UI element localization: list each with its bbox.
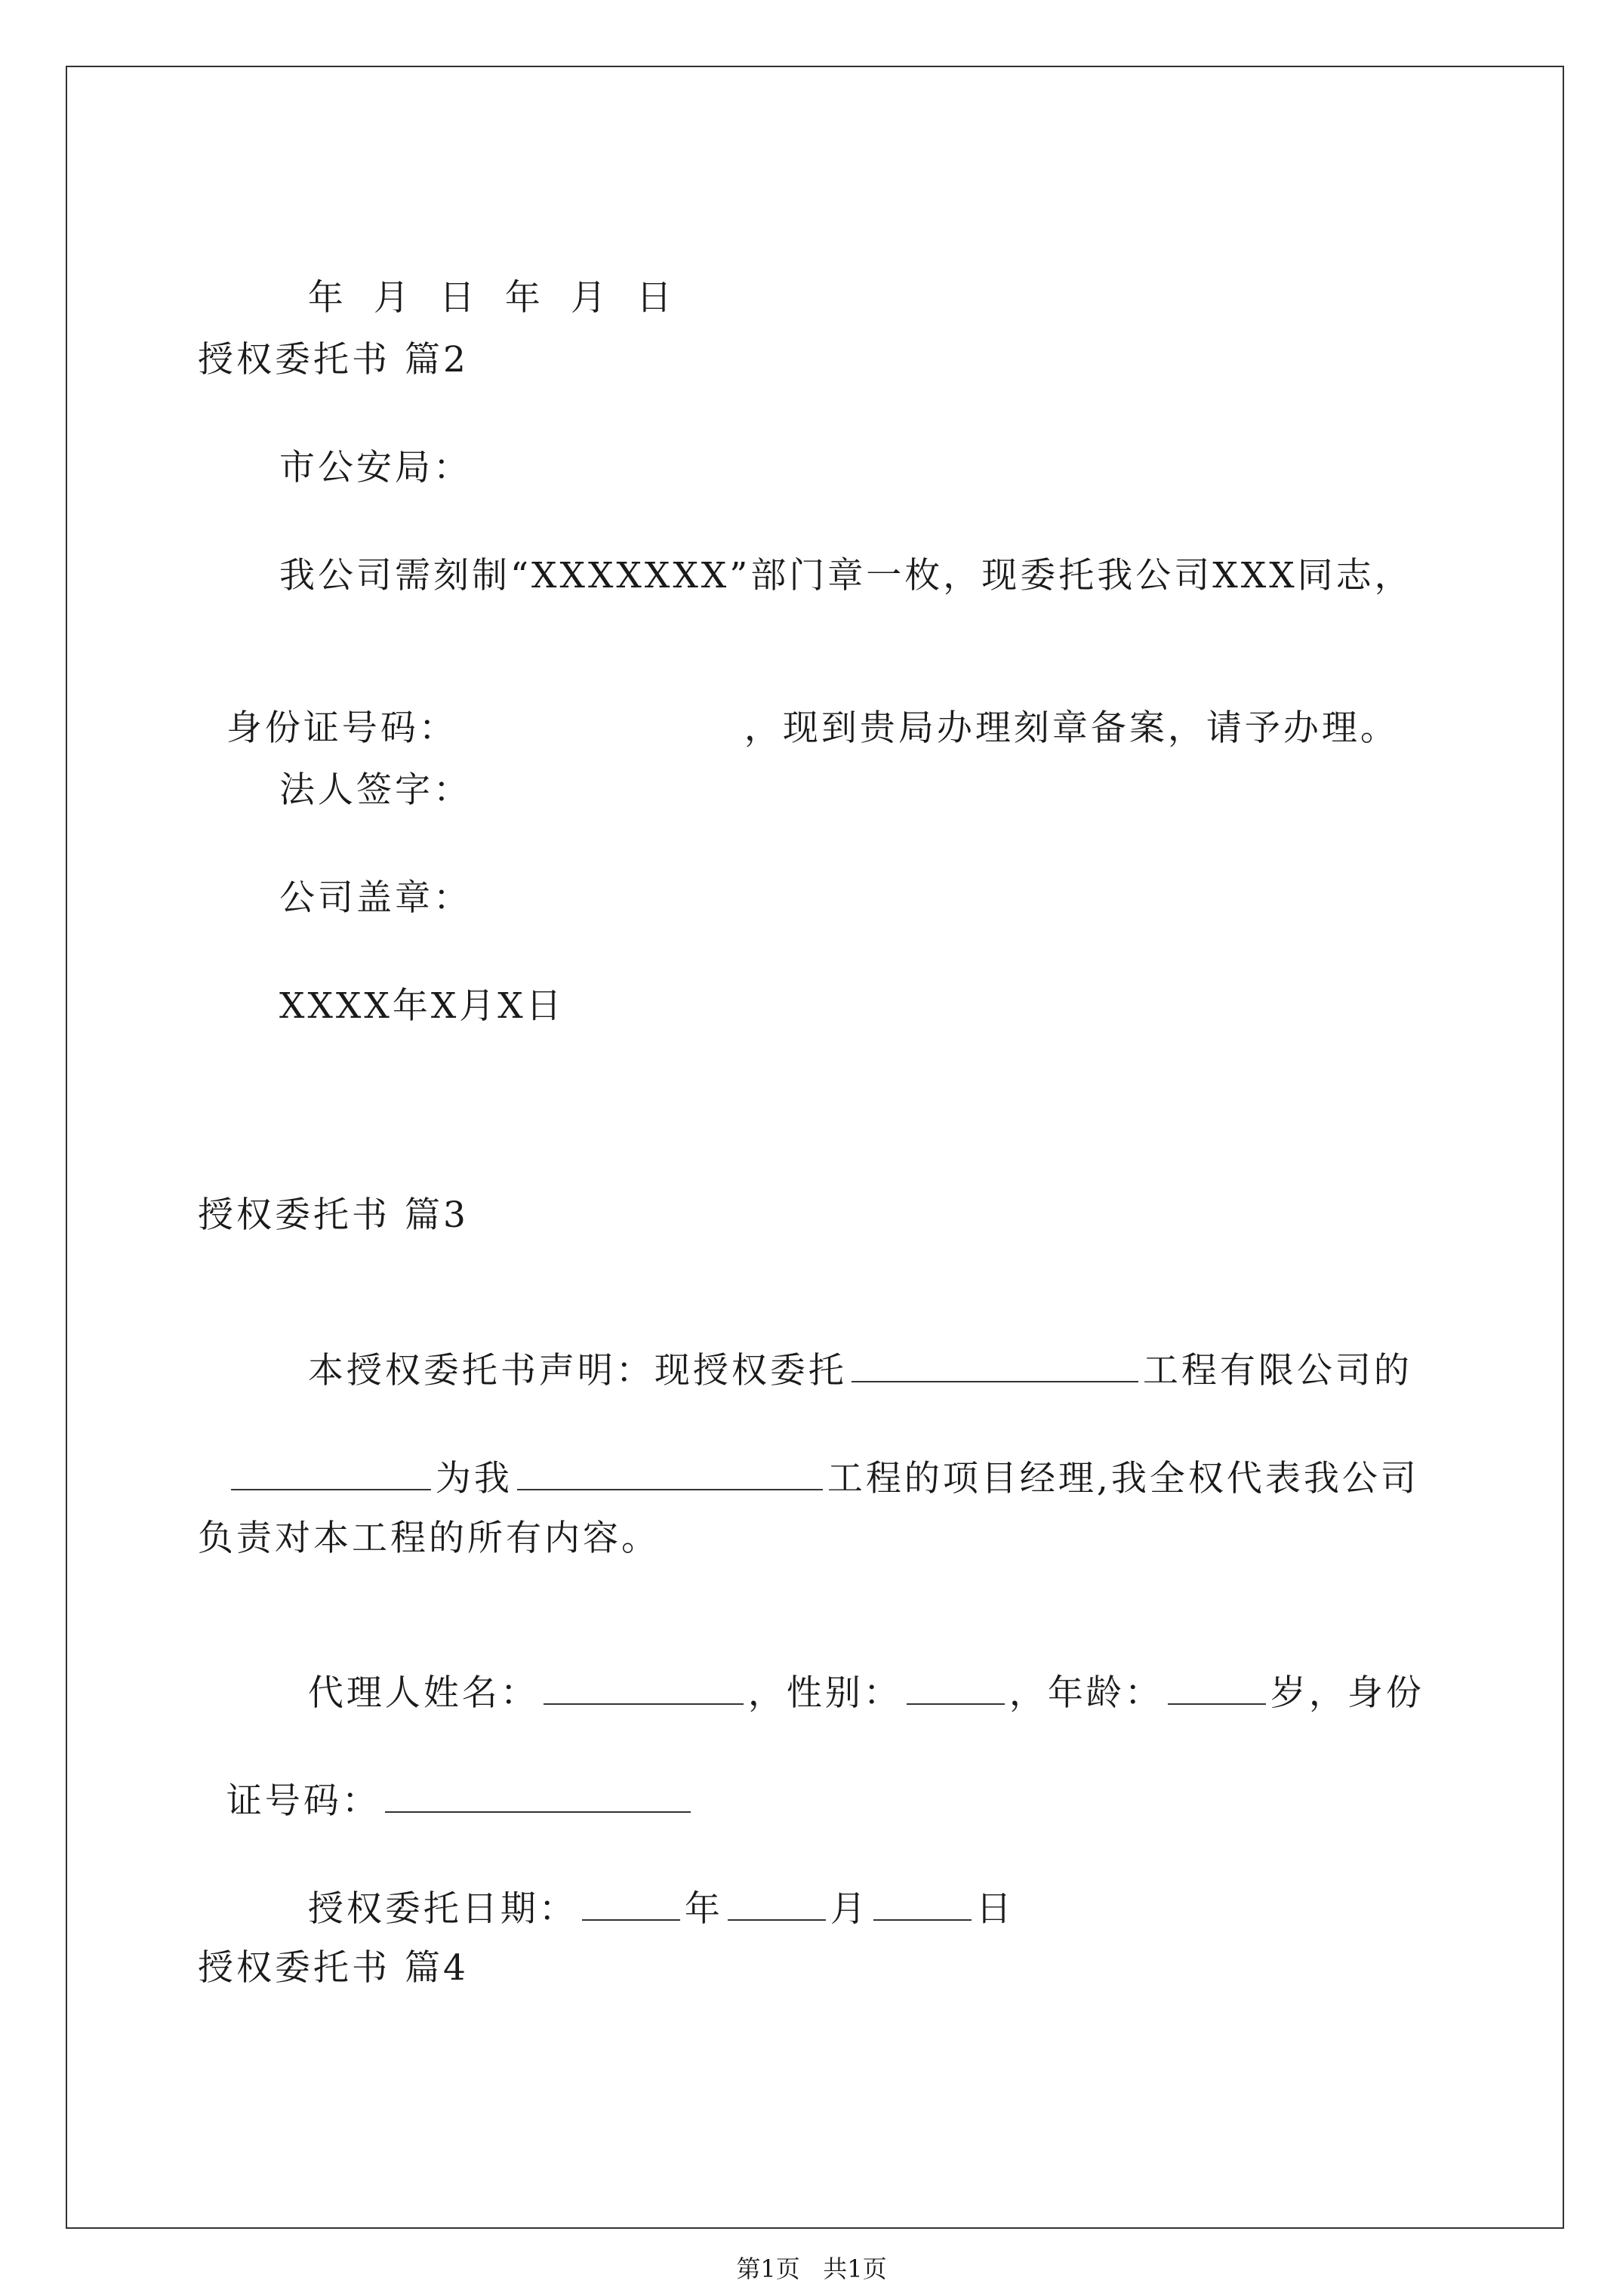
body-text: 为我 [435,1458,513,1499]
body-text [198,1409,1419,1502]
company-seal-label: 公司盖章： [279,877,472,919]
day-label: 日 [975,1888,1015,1930]
blank-gender [907,1669,1005,1705]
month-label: 月 [830,1888,869,1930]
age-suffix: 岁，身份 [1270,1672,1424,1714]
body-text: 工程有限公司的 [1142,1350,1412,1391]
day-char: 日 [439,277,478,319]
year-label: 年 [684,1888,723,1930]
id-label: 证号码： [226,1780,380,1822]
month-char: 月 [373,277,412,319]
agent-info-line [279,1623,1424,1716]
signature-date-line [279,230,675,321]
section-heading: 授权委托书 篇3 [198,1194,469,1236]
year-char: 年 [504,277,544,319]
page-footer: 第1页 共1页 [736,2254,887,2283]
legal-signature-label: 法人签字： [279,769,472,811]
body-text [279,1301,1412,1394]
day-char: 日 [636,277,675,319]
section-heading: 授权委托书 篇4 [198,1947,469,1989]
blank-id-number [385,1777,691,1813]
month-char: 月 [570,277,609,319]
auth-date-label: 授权委托日期： [307,1888,577,1930]
section-heading: 授权委托书 篇2 [198,339,469,381]
blank-agent-name [544,1669,744,1705]
body-text [198,661,1399,751]
addressee: 市公安局： [279,447,472,488]
body-text: 工程的项目经理,我全权代表我公司 [827,1458,1419,1499]
blank-day [873,1885,972,1921]
blank-company [852,1346,1138,1382]
id-number-label: 身份证号码： [226,707,457,749]
authorization-date-line [279,1839,1015,1932]
body-text-end: ，现到贵局办理刻章备案，请予办理。 [744,707,1399,749]
agent-name-label: 代理人姓名： [307,1672,539,1714]
body-text: 负责对本工程的所有内容。 [198,1518,660,1559]
blank-project [517,1454,823,1490]
gender-label: ，性别： [747,1672,902,1714]
year-char: 年 [307,277,346,319]
body-text: 我公司需刻制“XXXXXXX”部门章一枚，现委托我公司XXX同志， [279,555,1413,596]
body-text: 本授权委托书声明：现授权委托 [307,1350,847,1391]
blank-month [728,1885,826,1921]
blank-person [231,1454,431,1490]
blank-age [1168,1669,1266,1705]
age-label: ，年龄： [1009,1672,1163,1714]
blank-year [582,1885,680,1921]
document-date: XXXX年X月X日 [279,985,565,1027]
id-line [198,1731,695,1824]
